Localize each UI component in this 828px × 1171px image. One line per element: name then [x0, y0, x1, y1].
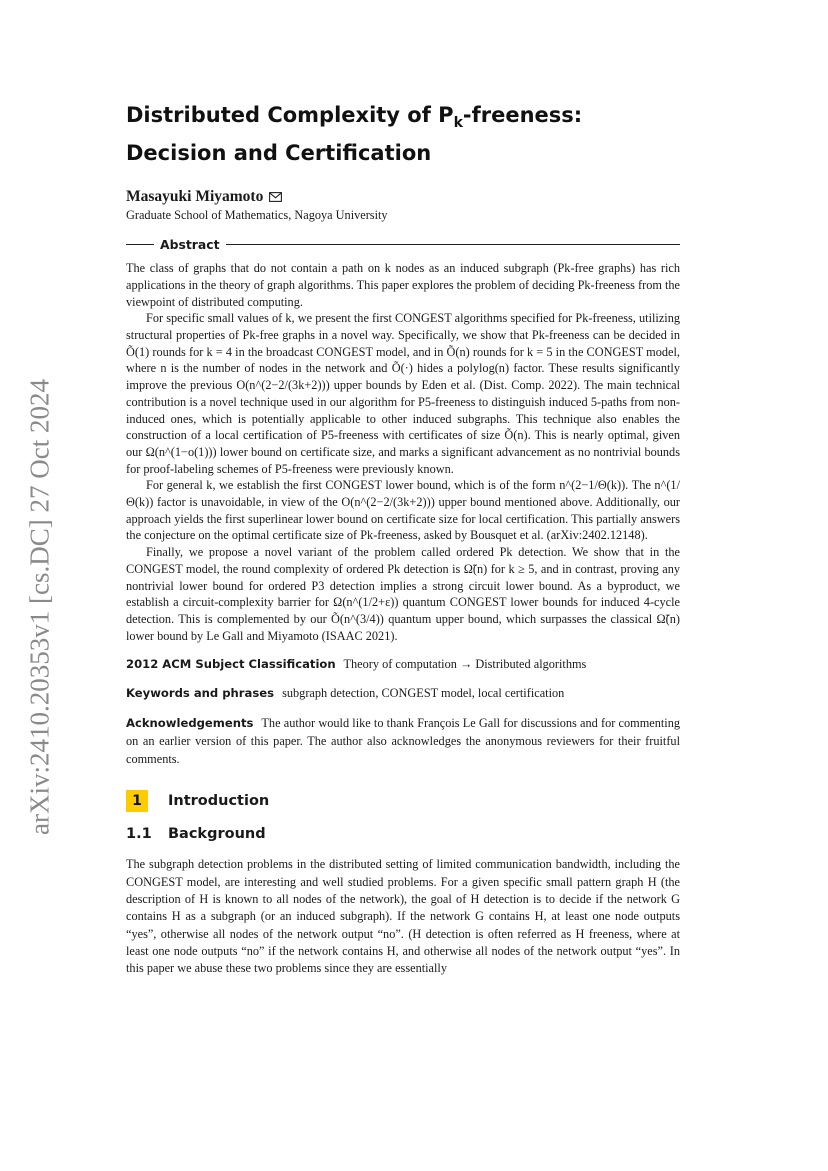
- ack-value: The author would like to thank François Le Gall for discussions and for commenting on an earlier version of this paper. The author also acknowledges the anonymous reviewers for their fruitful comments.: [126, 716, 681, 767]
- abstract-label: Abstract: [160, 237, 220, 253]
- keywords: [126, 685, 680, 702]
- ack-label: Acknowledgements: [126, 716, 254, 731]
- keywords-value: subgraph detection, CONGEST model, local certification: [282, 686, 565, 701]
- affiliation: Graduate School of Mathematics, Nagoya University: [126, 208, 388, 223]
- subsection-title: Background: [168, 826, 266, 843]
- acknowledgements: [126, 714, 680, 768]
- arxiv-stamp: [22, 362, 58, 852]
- abstract-rule-right: [226, 244, 681, 245]
- title-part-rest: -freeness:: [462, 103, 583, 127]
- body-paragraph: The subgraph detection problems in the distributed setting of limited communication bandwidth, including the CONGEST model, are interesting and well studied problems. For a given specific small pattern graph H (the description of H is known to all nodes of the network), the goal of H detection is to decide if the network G contains H as a subgraph (or an induced subgraph). If the network G contains H, at least one node outputs “yes”, otherwise all nodes of the network output “no”. (H detection is often referred as H freeness, where at least one node outputs “no” if the network contains H, and otherwise all nodes of the network output “yes”. In this paper we abuse these two problems since they are essentially: [126, 857, 680, 976]
- title-part: Distributed Complexity of P: [126, 103, 454, 127]
- title-subscript: k: [453, 115, 463, 132]
- acm-classification: [126, 656, 680, 673]
- abstract: [126, 260, 680, 644]
- abstract-rule-left: [126, 244, 154, 245]
- acm-label: 2012 ACM Subject Classification: [126, 657, 336, 672]
- abstract-paragraph: The class of graphs that do not contain a path on k nodes as an induced subgraph (Pk-free graphs) has rich applications in the theory of graph algorithms. This paper explores the problem of deciding Pk-freeness from the viewpoint of distributed computing.: [126, 261, 681, 309]
- paper-page: [126, 100, 680, 990]
- keywords-label: Keywords and phrases: [126, 686, 275, 701]
- abstract-header: [126, 237, 680, 252]
- subsection-heading: [126, 826, 680, 842]
- envelope-icon[interactable]: [269, 192, 282, 202]
- abstract-paragraph: Finally, we propose a novel variant of the problem called ordered Pk detection. We show that in the CONGEST model, the round complexity of ordered Pk detection is Ω̃(n) for k ≥ 5, and in contrast, proving any nontrivial lower bound for ordered P3 detection implies a strong circuit lower bound. As a byproduct, we establish a circuit-complexity barrier for Ω(n^(1/2+ε)) quantum CONGEST lower bounds for induced 4-cycle detection. This is complemented by our Õ(n^(3/4)) quantum upper bound, which surpasses the classical Ω̃(n) lower bound by Le Gall and Miyamoto (ISAAC 2021).: [126, 545, 680, 643]
- abstract-paragraph: For specific small values of k, we present the first CONGEST algorithms specified for Pk-freeness, utilizing structural properties of Pk-free graphs in a novel way. Specifically, we show that Pk-freeness can be decided in Õ(1) rounds for k = 4 in the broadcast CONGEST model, and in Õ(n) rounds for k = 5 in the CONGEST model, where n is the number of nodes in the network and Õ(·) hides a polylog(n) factor. These results significantly improve the previous O(n^(2−2/(3k+2))) upper bounds by Eden et al. (Dist. Comp. 2022). The main technical contribution is a novel technique used in our algorithm for P5-freeness to distinguish induced 5-paths from non-induced ones, which is potentially applicable to other induced subgraphs. This technique also enables the construction of a local certification of P5-freeness with certificates of size Õ(n). This is nearly optimal, given our Ω(n^(1−o(1))) lower bound on certificate size, and marks a significant advancement as no nontrivial bounds for proof-labeling schemes of P5-freeness were previously known.: [126, 311, 680, 476]
- author-line: [126, 188, 680, 206]
- subsection-number: 1.1: [126, 826, 152, 843]
- section-heading: [126, 790, 680, 812]
- section-number: 1: [126, 790, 148, 812]
- acm-value: Theory of computation → Distributed algorithms: [343, 657, 587, 672]
- arxiv-stamp-text: arXiv:2410.20353v1 [cs.DC] 27 Oct 2024: [24, 379, 55, 835]
- author-name: Masayuki Miyamoto: [126, 188, 264, 206]
- title-line2: Decision and Certification: [126, 141, 432, 166]
- section-title: Introduction: [168, 793, 270, 810]
- abstract-paragraph: For general k, we establish the first CONGEST lower bound, which is of the form n^(2−1/Θ(k)). The n^(1/Θ(k)) factor is unavoidable, in view of the O(n^(2−2/(3k+2))) upper bound mentioned above. Additionally, our approach yields the first superlinear lower bound on certificate size for local certification. This partially answers the conjecture on the optimal certificate size of Pk-freeness, asked by Bousquet et al. (arXiv:2402.12148).: [126, 478, 680, 543]
- paper-title: [126, 100, 680, 168]
- title-line1: [126, 103, 583, 132]
